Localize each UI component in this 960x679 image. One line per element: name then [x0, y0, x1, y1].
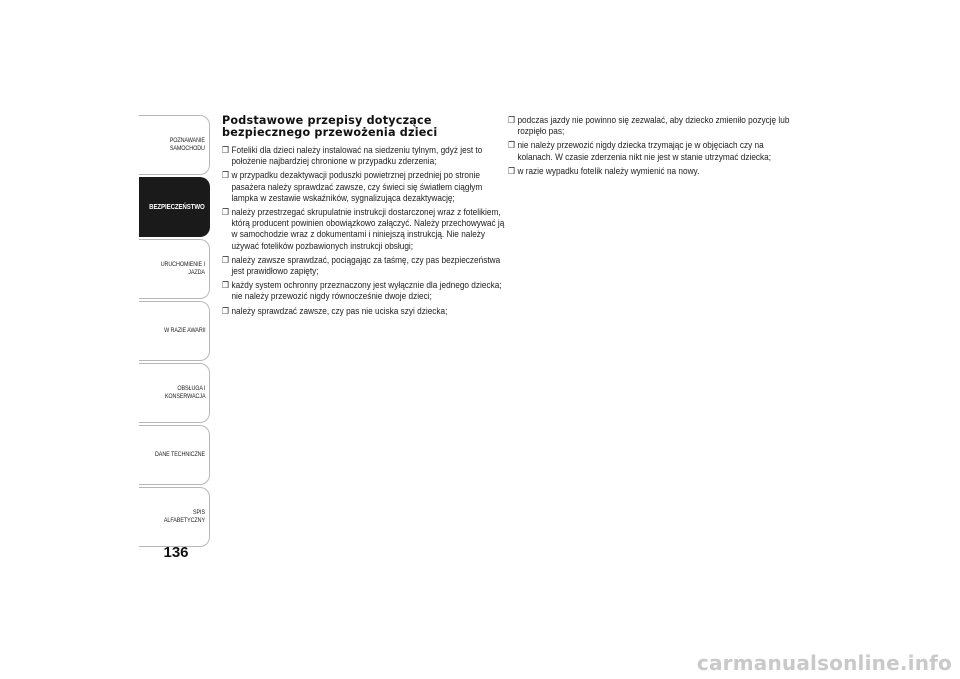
square-bullet-icon: ❐	[508, 140, 515, 151]
right-column	[508, 115, 790, 180]
list-item	[222, 306, 507, 317]
tab-dane-techniczne[interactable]	[139, 425, 210, 485]
list-item-text: należy sprawdzać zawsze, czy pas nie uciska szyi dziecka;	[231, 305, 448, 317]
tab-label: POZNAWANIE SAMOCHODU	[169, 137, 205, 152]
list-item-text: należy przestrzegać skrupulatnie instrukcji dostarczonej wraz z fotelikiem, którą producent powinien obowiązkowo załączyć. Należy przechowywać ją w samochodzie wraz z dokumentami i niniejszą instrukcją. Nie należy używać fotelików pozbawionych instrukcji obsługi;	[231, 207, 505, 252]
list-item	[222, 145, 507, 167]
square-bullet-icon: ❐	[508, 115, 515, 125]
left-column	[222, 145, 505, 320]
watermark: carmanualsonline.info	[696, 651, 952, 675]
tab-spis-alfabetyczny[interactable]	[139, 487, 210, 547]
list-item	[222, 280, 507, 302]
tab-label: BEZPIECZEŃSTWO	[149, 202, 205, 211]
list-item	[222, 207, 507, 252]
list-item-text: należy zawsze sprawdzać, pociągając za taśmę, czy pas bezpieczeństwa jest prawidłowo zapięty;	[231, 254, 501, 278]
list-item-text: w przypadku dezaktywacji poduszki powietrznej przedniej po stronie pasażera należy sprawdzać zawsze, czy świeci się światłem ciągłym lampka w zestawie wskaźników, sygnalizująca dezaktywację;	[231, 170, 483, 204]
tab-bezpieczenstwo[interactable]	[139, 177, 210, 237]
tab-uruchomienie-i-jazda[interactable]	[139, 239, 210, 299]
tab-w-razie-awarii[interactable]	[139, 301, 210, 361]
square-bullet-icon: ❐	[222, 305, 229, 316]
section-title: Podstawowe przepisy dotyczące bezpiecznego przewożenia dzieci	[222, 114, 438, 139]
list-item-text: Foteliki dla dzieci należy instalować na siedzeniu tylnym, gdyż jest to położenie najbardziej chronione w przypadku zderzenia;	[231, 145, 483, 168]
tab-poznawanie-samochodu[interactable]	[139, 115, 210, 175]
tab-label: URUCHOMIENIE I JAZDA	[160, 261, 205, 276]
list-item-text: podczas jazdy nie powinno się zezwalać, aby dziecko zmieniło pozycję lub rozpięło pas;	[517, 115, 790, 138]
list-item	[508, 166, 793, 177]
list-item	[508, 115, 793, 137]
list-item-text: w razie wypadku fotelik należy wymienić na nowy.	[517, 165, 700, 177]
square-bullet-icon: ❐	[222, 207, 229, 218]
list-item	[508, 140, 793, 162]
square-bullet-icon: ❐	[222, 254, 229, 265]
tab-label: SPIS ALFABETYCZNY	[163, 509, 205, 524]
square-bullet-icon: ❐	[222, 145, 229, 155]
square-bullet-icon: ❐	[508, 165, 515, 176]
square-bullet-icon: ❐	[222, 170, 229, 181]
tab-label: OBSŁUGA I KONSERWACJA	[164, 385, 205, 400]
list-item	[222, 255, 507, 277]
tab-label: W RAZIE AWARII	[163, 327, 205, 334]
tab-label: DANE TECHNICZNE	[154, 451, 205, 458]
page-number: 136	[163, 544, 189, 561]
square-bullet-icon: ❐	[222, 280, 229, 291]
tab-obsluga-i-konserwacja[interactable]	[139, 363, 210, 423]
list-item-text: nie należy przewozić nigdy dziecka trzymając je w objęciach czy na kolanach. W czasie zderzenia nikt nie jest w stanie utrzymać dziecka;	[517, 140, 772, 163]
list-item	[222, 170, 507, 204]
list-item-text: każdy system ochronny przeznaczony jest wyłącznie dla jednego dziecka; nie należy przewozić nigdy równocześnie dwoje dzieci;	[231, 280, 502, 303]
